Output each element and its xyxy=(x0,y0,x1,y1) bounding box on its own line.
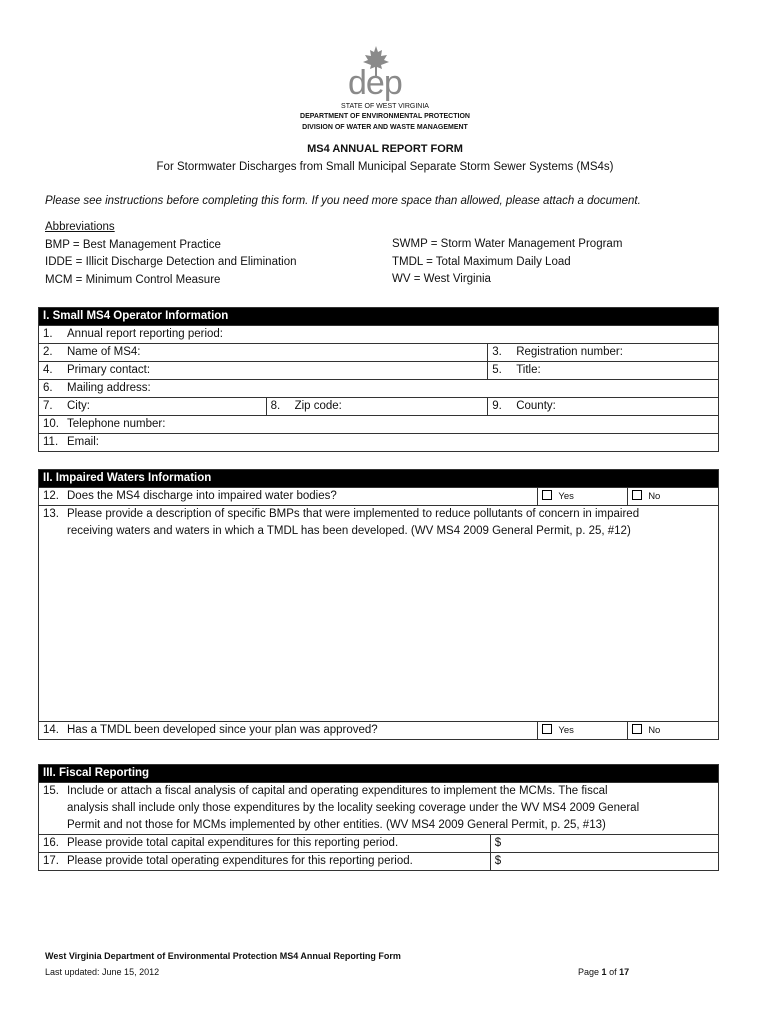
abbr-item: WV = West Virginia xyxy=(392,273,491,285)
field-primary-contact[interactable]: 4. Primary contact: xyxy=(39,362,488,380)
checkbox-icon[interactable] xyxy=(632,724,642,734)
section-3-table xyxy=(38,764,719,871)
page-number: Page 1 of 17 xyxy=(578,967,630,977)
checkbox-icon[interactable] xyxy=(542,724,552,734)
question-14: 14. Has a TMDL been developed since your plan was approved? xyxy=(39,722,538,740)
department-name: DEPARTMENT OF ENVIRONMENTAL PROTECTION xyxy=(300,113,470,120)
abbreviations-heading: Abbreviations xyxy=(45,221,115,233)
question-13-area[interactable]: 13. Please provide a description of specific BMPs that were implemented to reduce pollutants of concern in impaired receiving waters and waters in which a TMDL has been developed. (WV MS4 2009 General Permit, p. 25, #12) xyxy=(39,506,719,722)
state-name: STATE OF WEST VIRGINIA xyxy=(341,103,429,110)
abbr-item: TMDL = Total Maximum Daily Load xyxy=(392,255,571,268)
section-2-title: II. Impaired Waters Information xyxy=(39,470,719,488)
field-reporting-period[interactable]: 1. Annual report reporting period: xyxy=(39,326,719,344)
abbreviations-right xyxy=(392,236,622,289)
field-city[interactable]: 7. City: xyxy=(39,398,267,416)
field-title[interactable]: 5. Title: xyxy=(488,362,719,380)
form-title: MS4 ANNUAL REPORT FORM xyxy=(307,143,463,155)
q14-no-option[interactable]: No xyxy=(628,722,719,740)
section-1-title: I. Small MS4 Operator Information xyxy=(39,308,719,326)
abbr-item: BMP = Best Management Practice xyxy=(45,238,221,251)
section-1-table xyxy=(38,307,719,452)
abbr-item: SWMP = Storm Water Management Program xyxy=(392,238,623,250)
question-16: 16. Please provide total capital expenditures for this reporting period. xyxy=(39,835,491,853)
section-3-title: III. Fiscal Reporting xyxy=(39,765,719,783)
instructions: Please see instructions before completing this form. If you need more space than allowed, please attach a document. xyxy=(45,195,641,207)
dep-logo-text: dep xyxy=(348,64,402,102)
form-subtitle: For Stormwater Discharges from Small Municipal Separate Storm Sewer Systems (MS4s) xyxy=(156,161,614,173)
abbr-item: IDDE = Illicit Discharge Detection and Elimination xyxy=(45,256,297,268)
field-county[interactable]: 9. County: xyxy=(488,398,719,416)
footer-title: West Virginia Department of Environmental Protection MS4 Annual Reporting Form xyxy=(45,951,401,961)
field-zip-code[interactable]: 8. Zip code: xyxy=(266,398,488,416)
capital-expenditures-input[interactable]: $ xyxy=(490,835,718,853)
q12-yes-option[interactable]: Yes xyxy=(538,488,628,506)
field-ms4-name[interactable]: 2. Name of MS4: xyxy=(39,344,488,362)
field-registration-number[interactable]: 3. Registration number: xyxy=(488,344,719,362)
q14-yes-option[interactable]: Yes xyxy=(538,722,628,740)
footer-updated: Last updated: June 15, 2012 xyxy=(45,967,160,977)
field-telephone[interactable]: 10. Telephone number: xyxy=(39,416,719,434)
section-2-table xyxy=(38,469,719,740)
field-email[interactable]: 11. Email: xyxy=(39,434,719,452)
checkbox-icon[interactable] xyxy=(632,490,642,500)
question-15: 15. Include or attach a fiscal analysis of capital and operating expenditures to implement the MCMs. The fiscal analysis shall include only those expenditures by the locality seeking coverage under the WV MS4 2009 General Permit and not those for MCMs implemented by other entities. (WV MS4 2009 General Permit, p. 25, #13) xyxy=(39,783,719,835)
q12-no-option[interactable]: No xyxy=(628,488,719,506)
operating-expenditures-input[interactable]: $ xyxy=(490,853,718,871)
question-17: 17. Please provide total operating expenditures for this reporting period. xyxy=(39,853,491,871)
abbr-item: MCM = Minimum Control Measure xyxy=(45,273,221,286)
checkbox-icon[interactable] xyxy=(542,490,552,500)
question-12: 12. Does the MS4 discharge into impaired water bodies? xyxy=(39,488,538,506)
division-name: DIVISION OF WATER AND WASTE MANAGEMENT xyxy=(302,124,468,131)
field-mailing-address[interactable]: 6. Mailing address: xyxy=(39,380,719,398)
abbreviations-left xyxy=(45,219,297,289)
